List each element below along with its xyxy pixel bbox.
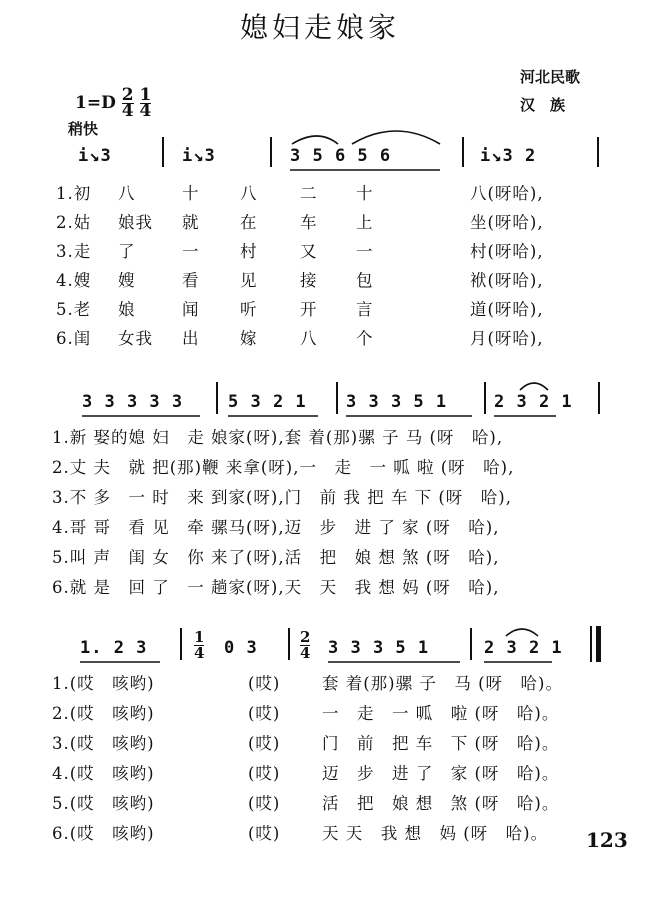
lyric-cell: 车 bbox=[300, 213, 318, 232]
slur-arc bbox=[520, 383, 548, 390]
lyric-cell: 八(呀哈), bbox=[470, 184, 544, 203]
lyric-cell: 天 天 我 想 妈 (呀 哈)。 bbox=[322, 824, 549, 843]
lyric-cell: (哎) bbox=[248, 704, 281, 723]
lyric-cell: 5.(哎 咳哟) bbox=[52, 794, 155, 813]
notes-s1-m3: 3 5 6 5 6 bbox=[290, 146, 392, 166]
lyric-cell: 4.嫂 bbox=[56, 271, 92, 290]
barline bbox=[484, 382, 486, 414]
barline bbox=[162, 137, 164, 167]
lyric-line: 5.叫 声 闺 女 你 来了(呀),活 把 娘 想 煞 (呀 哈), bbox=[52, 548, 500, 567]
lyric-cell: 2.(哎 咳哟) bbox=[52, 704, 155, 723]
lyric-cell: 1.(哎 咳哟) bbox=[52, 674, 155, 693]
barline bbox=[597, 137, 599, 167]
time-change-frac-2 bbox=[300, 630, 310, 661]
lyric-cell: (哎) bbox=[248, 824, 281, 843]
lyric-cell: 见 bbox=[240, 271, 258, 290]
barline bbox=[470, 628, 472, 660]
lyric-cell: 闻 bbox=[182, 300, 200, 319]
lyric-cell: 5.老 bbox=[56, 300, 92, 319]
time-change-den-2: 4 bbox=[300, 644, 311, 662]
lyric-cell: 嫂 bbox=[118, 271, 136, 290]
barline bbox=[216, 382, 218, 414]
lyric-cell: 村 bbox=[240, 242, 258, 261]
lyric-cell: 在 bbox=[240, 213, 258, 232]
lyric-cell: 了 bbox=[118, 242, 136, 261]
lyric-line: 1.新 娶的媳 妇 走 娘家(呀),套 着(那)骡 子 马 (呀 哈), bbox=[52, 428, 504, 447]
final-barline-thick bbox=[596, 626, 601, 662]
lyric-cell: 八 bbox=[300, 329, 318, 348]
lyric-cell: 就 bbox=[182, 213, 200, 232]
lyric-cell: 袱(呀哈), bbox=[470, 271, 544, 290]
lyric-cell: 3.走 bbox=[56, 242, 92, 261]
lyric-cell: 月(呀哈), bbox=[470, 329, 544, 348]
final-barline-thin bbox=[590, 626, 592, 662]
lyric-cell: 二 bbox=[300, 184, 318, 203]
time-change-frac-1 bbox=[194, 630, 204, 661]
time-change-den-1: 4 bbox=[194, 644, 205, 662]
lyric-line: 4.哥 哥 看 见 牵 骡马(呀),迈 步 进 了 家 (呀 哈), bbox=[52, 518, 500, 537]
lyric-cell: 女我 bbox=[118, 329, 153, 348]
lyric-cell: (哎) bbox=[248, 794, 281, 813]
lyric-cell: 2.姑 bbox=[56, 213, 92, 232]
slur-arc bbox=[292, 136, 338, 144]
slur-arc bbox=[506, 629, 538, 636]
notes-s1-m4: i↘3 2 bbox=[480, 146, 537, 166]
lyric-cell: 村(呀哈), bbox=[470, 242, 544, 261]
lyric-cell: 迈 步 进 了 家 (呀 哈)。 bbox=[322, 764, 560, 783]
lyric-cell: 嫁 bbox=[240, 329, 258, 348]
notes-s3-m2: 0 3 bbox=[224, 638, 258, 658]
lyric-line: 6.就 是 回 了 一 趟家(呀),天 天 我 想 妈 (呀 哈), bbox=[52, 578, 500, 597]
lyric-cell: 开 bbox=[300, 300, 318, 319]
notes-s2-m3: 3 3 3 5 1 bbox=[346, 392, 448, 412]
lyric-cell: 八 bbox=[118, 184, 136, 203]
time-change-num-1: 1 bbox=[194, 628, 205, 646]
lyric-cell: 八 bbox=[240, 184, 258, 203]
lyric-cell: 套 着(那)骡 子 马 (呀 哈)。 bbox=[322, 674, 563, 693]
lyric-cell: 看 bbox=[182, 271, 200, 290]
lyric-cell: 娘 bbox=[118, 300, 136, 319]
lyric-cell: 坐(呀哈), bbox=[470, 213, 544, 232]
notes-s3-m4: 2 3 2 1 bbox=[484, 638, 563, 658]
lyric-cell: 上 bbox=[356, 213, 374, 232]
time-signature-first bbox=[121, 85, 134, 121]
time-den-first: 4 bbox=[121, 101, 134, 121]
time-change-1 bbox=[194, 630, 204, 661]
lyric-cell: 接 bbox=[300, 271, 318, 290]
lyric-cell: 6.闺 bbox=[56, 329, 92, 348]
lyric-cell: 娘我 bbox=[118, 213, 153, 232]
notes-s1-m1: i↘3 bbox=[78, 146, 112, 166]
song-origin: 河北民歌 bbox=[520, 68, 581, 86]
barline bbox=[598, 382, 600, 414]
notes-s2-m2: 5 3 2 1 bbox=[228, 392, 307, 412]
slur-arc bbox=[352, 131, 440, 144]
song-title: 媳妇走娘家 bbox=[240, 11, 401, 44]
lyric-cell: (哎) bbox=[248, 764, 281, 783]
lyric-cell: 言 bbox=[356, 300, 374, 319]
lyric-cell: 又 bbox=[300, 242, 318, 261]
notes-s2-m4: 2 3 2 1 bbox=[494, 392, 573, 412]
lyric-line: 2.丈 夫 就 把(那)鞭 来拿(呀),一 走 一 呱 啦 (呀 哈), bbox=[52, 458, 515, 477]
barline bbox=[270, 137, 272, 167]
notes-s1-m2: i↘3 bbox=[182, 146, 216, 166]
lyric-cell: 一 bbox=[182, 242, 200, 261]
notes-s3-m3: 3 3 3 5 1 bbox=[328, 638, 430, 658]
time-num-second: 1 bbox=[139, 85, 152, 105]
lyric-cell: (哎) bbox=[248, 674, 281, 693]
lyric-cell: 听 bbox=[240, 300, 258, 319]
tempo-marking: 稍快 bbox=[68, 120, 99, 138]
lyric-cell: 4.(哎 咳哟) bbox=[52, 764, 155, 783]
lyric-cell: 包 bbox=[356, 271, 374, 290]
lyric-cell: 一 走 一 呱 啦 (呀 哈)。 bbox=[322, 704, 560, 723]
lyric-cell: 1.初 bbox=[56, 184, 92, 203]
barline bbox=[288, 628, 290, 660]
lyric-cell: 门 前 把 车 下 (呀 哈)。 bbox=[322, 734, 560, 753]
lyric-cell: 3.(哎 咳哟) bbox=[52, 734, 155, 753]
time-change-2 bbox=[300, 630, 310, 661]
notes-s2-m1: 3 3 3 3 3 bbox=[82, 392, 184, 412]
page-number: 123 bbox=[586, 828, 628, 852]
lyric-cell: (哎) bbox=[248, 734, 281, 753]
barline bbox=[180, 628, 182, 660]
lyric-cell: 活 把 娘 想 煞 (呀 哈)。 bbox=[322, 794, 560, 813]
key-signature bbox=[75, 85, 152, 121]
lyric-cell: 十 bbox=[356, 184, 374, 203]
lyric-line: 3.不 多 一 时 来 到家(呀),门 前 我 把 车 下 (呀 哈), bbox=[52, 488, 512, 507]
lyric-cell: 道(呀哈), bbox=[470, 300, 544, 319]
key-label: 1=D bbox=[75, 93, 116, 113]
barline bbox=[462, 137, 464, 167]
time-num-first: 2 bbox=[121, 85, 134, 105]
song-ethnicity: 汉 族 bbox=[520, 96, 566, 114]
lyric-cell: 出 bbox=[182, 329, 200, 348]
lyric-cell: 一 bbox=[356, 242, 374, 261]
lyric-cell: 个 bbox=[356, 329, 374, 348]
barline bbox=[336, 382, 338, 414]
time-signature-second bbox=[139, 85, 152, 121]
lyric-cell: 十 bbox=[182, 184, 200, 203]
time-change-num-2: 2 bbox=[300, 628, 311, 646]
lyric-cell: 6.(哎 咳哟) bbox=[52, 824, 155, 843]
notes-s3-m1: 1. 2 3 bbox=[80, 638, 148, 658]
time-den-second: 4 bbox=[139, 101, 152, 121]
